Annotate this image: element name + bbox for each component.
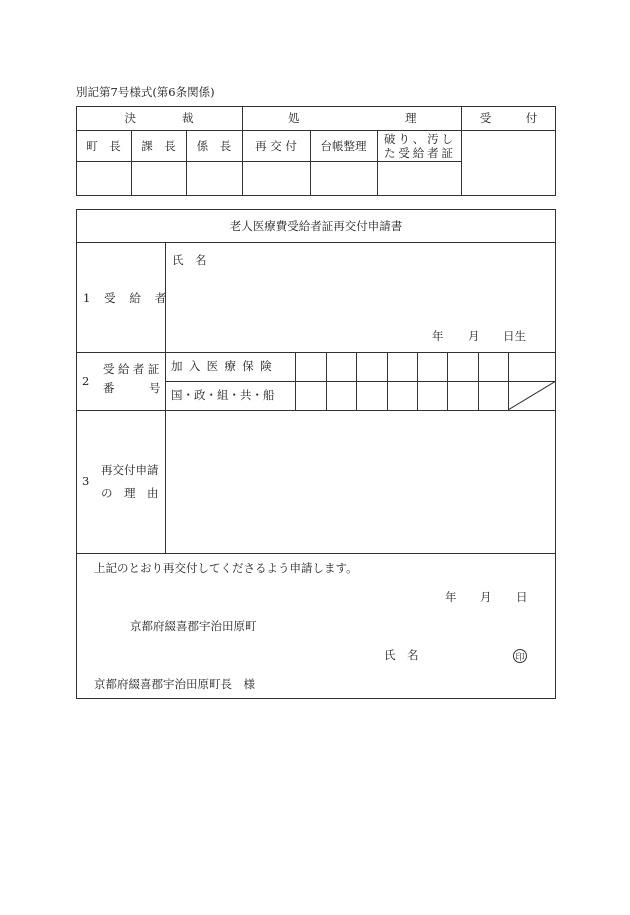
birth-day-label: 日生 [503, 329, 526, 343]
recipient-name-field[interactable] [215, 250, 545, 274]
col-damaged-line2: た受給者証 [384, 146, 456, 160]
date-day-label: 日 [516, 590, 528, 604]
stamp-ledger[interactable] [311, 162, 377, 195]
section2-label-line1: 受給者証 [103, 362, 163, 376]
stamp-damaged[interactable] [378, 162, 461, 195]
stamp-subsection-chief[interactable] [187, 162, 242, 195]
applicant-name-label: 氏 名 [384, 648, 419, 662]
stamp-reception[interactable] [462, 131, 555, 195]
col-subsection-chief: 係 長 [196, 138, 232, 153]
insurance-options: 国・政・組・共・船 [171, 388, 275, 402]
form-title: 老人医療費受給者証再交付申請書 [229, 218, 403, 233]
section1-label: 1 受 給 者 [83, 291, 168, 305]
col-mayor: 町 長 [86, 138, 121, 153]
section2-label-line2: 番 号 [103, 381, 161, 395]
birth-month-label: 月 [468, 329, 480, 343]
applicant-address: 京都府綴喜郡宇治田原町 [130, 619, 257, 633]
section3-number: 3 [82, 474, 90, 488]
stamp-reissue[interactable] [243, 162, 310, 195]
col-damaged-line1: 破り、汚し [384, 132, 456, 146]
shori-header-2: 理 [405, 111, 417, 125]
section2-number: 2 [82, 374, 90, 388]
section3-label-line1: 再交付申請 [101, 463, 159, 477]
stamp-mayor[interactable] [77, 162, 131, 195]
section3-label-line2: の 理 由 [101, 486, 159, 500]
stamp-section-chief[interactable] [132, 162, 186, 195]
date-year-label: 年 [445, 590, 457, 604]
certificate-number-field[interactable] [296, 353, 508, 409]
form-reference: 別記第7号様式(第6条関係) [76, 85, 215, 99]
diagonal-strike [508, 381, 556, 410]
col-ledger: 台帳整理 [320, 138, 367, 153]
declaration-statement: 上記のとおり再交付してくださるよう申請します。 [94, 561, 358, 575]
col-reissue: 再 交 付 [255, 138, 297, 153]
applicant-name-field[interactable] [430, 645, 510, 667]
birth-year-label: 年 [432, 329, 444, 343]
uketsuke-header: 受 付 [479, 111, 538, 125]
reason-field[interactable] [166, 411, 555, 552]
shori-header-1: 処 [288, 111, 300, 125]
insurance-label: 加入医療保険 [171, 359, 278, 373]
col-section-chief: 課 長 [141, 138, 176, 153]
section1-name-label: 氏 名 [172, 253, 207, 267]
date-month-label: 月 [480, 590, 492, 604]
addressee: 京都府綴喜郡宇治田原町長 様 [94, 677, 255, 691]
seal-mark: 印 [513, 649, 527, 663]
kessai-header: 決 裁 [124, 111, 194, 125]
